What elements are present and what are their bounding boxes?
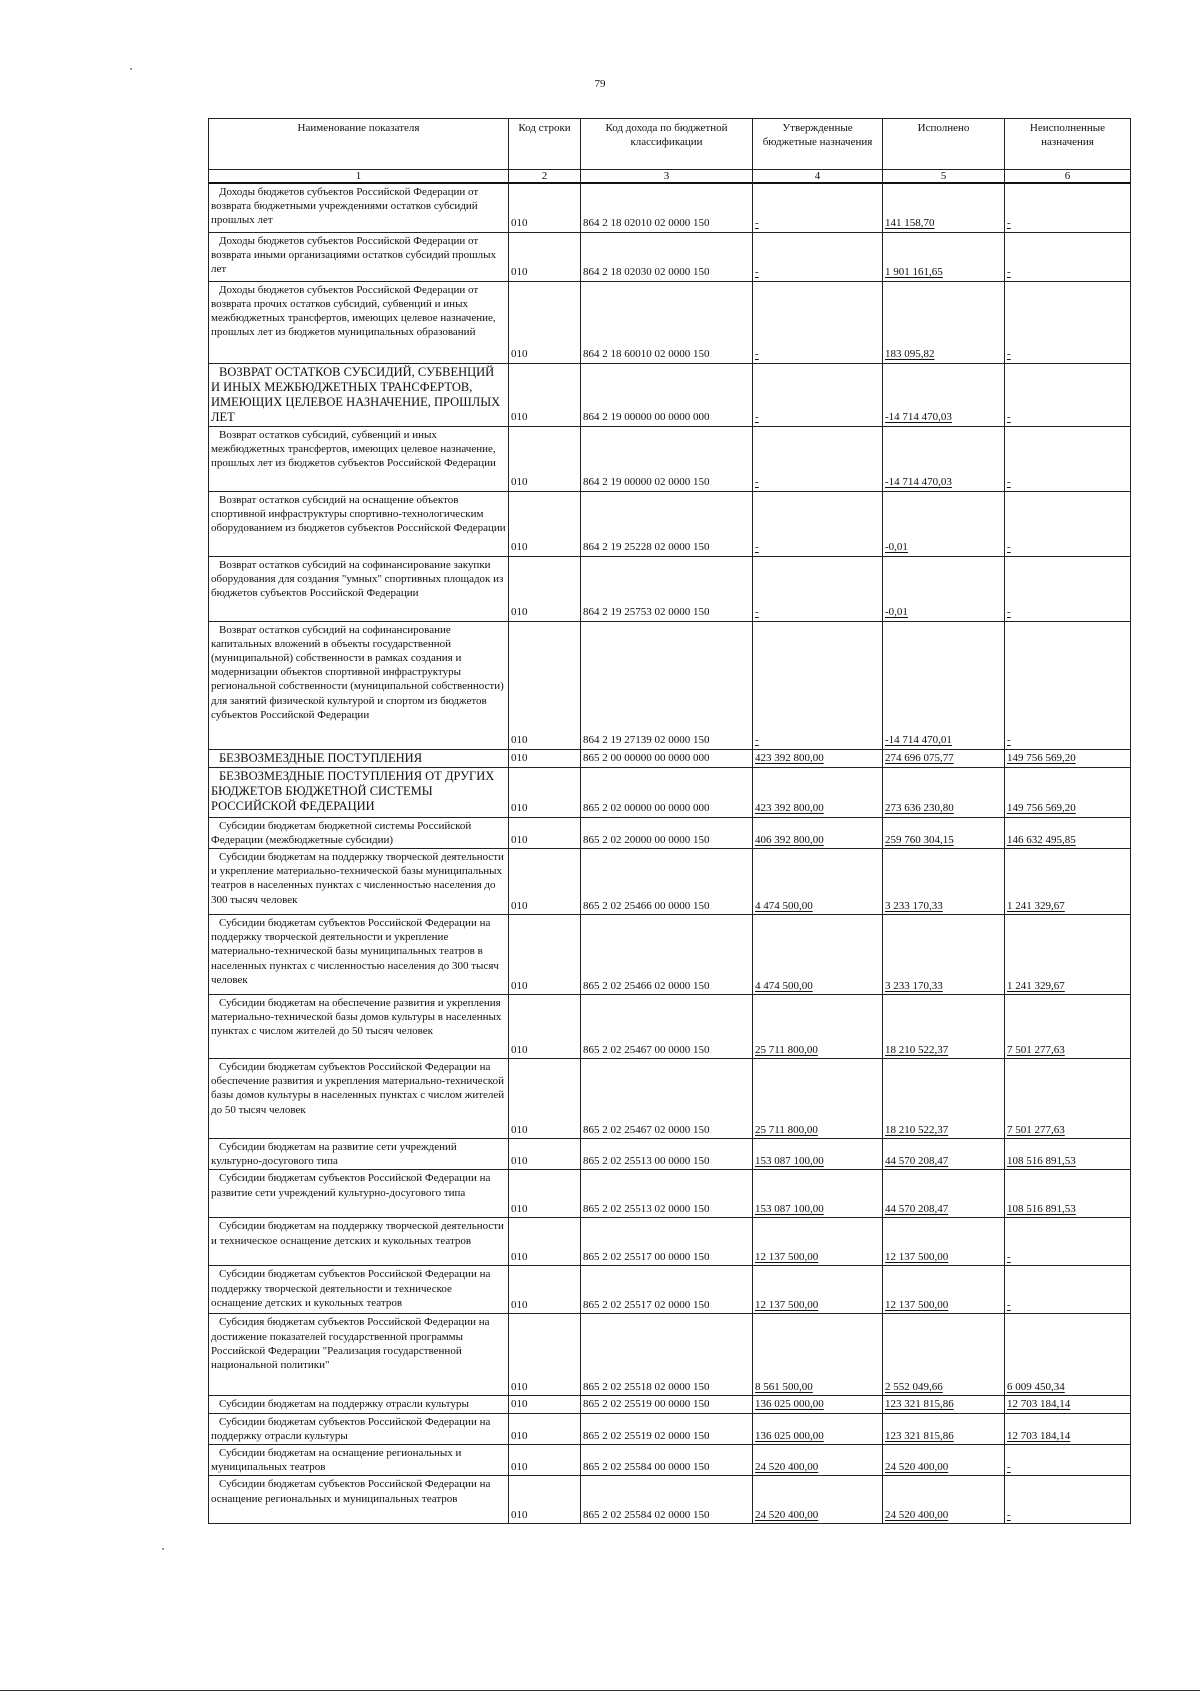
- table-row: [209, 363, 1131, 426]
- indicator-name-cell: Субсидии бюджетам на поддержку отрасли культуры: [209, 1396, 509, 1413]
- approved-amount-cell: 12 137 500,00: [753, 1218, 883, 1266]
- unexecuted-amount-cell: -: [1005, 1476, 1131, 1524]
- budget-code-cell: 865 2 02 25467 00 0000 150: [581, 994, 753, 1058]
- line-code-cell: 010: [509, 1444, 581, 1475]
- table-row: [209, 281, 1131, 363]
- budget-code-cell: 865 2 02 25467 02 0000 150: [581, 1058, 753, 1138]
- line-code-cell: 010: [509, 1058, 581, 1138]
- indicator-name-cell: Доходы бюджетов субъектов Российской Федерации от возврата прочих остатков субсидий, субвенций и иных межбюджетных трансфертов, имеющих целевое назначение, прошлых лет из бюджетов муниципальных образований: [209, 281, 509, 363]
- executed-amount-cell: 183 095,82: [883, 281, 1005, 363]
- line-code-cell: 010: [509, 556, 581, 621]
- approved-amount-cell: 153 087 100,00: [753, 1138, 883, 1169]
- table-row: [209, 1138, 1131, 1169]
- column-number: 1: [209, 170, 509, 184]
- line-code-cell: 010: [509, 426, 581, 491]
- table-row: [209, 994, 1131, 1058]
- approved-amount-cell: -: [753, 183, 883, 232]
- table-row: [209, 232, 1131, 281]
- table-row: [209, 426, 1131, 491]
- indicator-name-cell: Возврат остатков субсидий на софинансирование закупки оборудования для создания "умных" спортивных площадок из бюджетов субъектов Российской Федерации: [209, 556, 509, 621]
- line-code-cell: 010: [509, 491, 581, 556]
- table-row: [209, 767, 1131, 817]
- table-row: [209, 1396, 1131, 1413]
- approved-amount-cell: 24 520 400,00: [753, 1444, 883, 1475]
- indicator-name-cell: Субсидии бюджетам на обеспечение развития и укрепления материально-технической базы домов культуры в населенных пунктах с числом жителей до 50 тысяч человек: [209, 994, 509, 1058]
- executed-amount-cell: -14 714 470,01: [883, 621, 1005, 749]
- table-row: [209, 1476, 1131, 1524]
- indicator-name-cell: Субсидии бюджетам субъектов Российской Федерации на поддержку творческой деятельности и техническое оснащение детских и кукольных театров: [209, 1266, 509, 1314]
- table-row: [209, 1314, 1131, 1396]
- table-row: [209, 848, 1131, 914]
- executed-amount-cell: 18 210 522,37: [883, 1058, 1005, 1138]
- table-body: [209, 183, 1131, 1524]
- budget-code-cell: 865 2 02 20000 00 0000 150: [581, 817, 753, 848]
- line-code-cell: 010: [509, 621, 581, 749]
- budget-code-cell: 864 2 19 27139 02 0000 150: [581, 621, 753, 749]
- header-budget-classification-code: Код дохода по бюджетной классификации: [581, 119, 753, 170]
- budget-code-cell: 865 2 02 25517 02 0000 150: [581, 1266, 753, 1314]
- unexecuted-amount-cell: 149 756 569,20: [1005, 749, 1131, 767]
- unexecuted-amount-cell: -: [1005, 1444, 1131, 1475]
- approved-amount-cell: 423 392 800,00: [753, 767, 883, 817]
- indicator-name-cell: Возврат остатков субсидий на оснащение объектов спортивной инфраструктуры спортивно-технологическим оборудованием из бюджетов субъектов Российской Федерации: [209, 491, 509, 556]
- table-row: [209, 621, 1131, 749]
- indicator-name-cell: Доходы бюджетов субъектов Российской Федерации от возврата иными организациями остатков субсидий прошлых лет: [209, 232, 509, 281]
- budget-code-cell: 865 2 02 25513 00 0000 150: [581, 1138, 753, 1169]
- approved-amount-cell: -: [753, 621, 883, 749]
- page-bottom-rule: [0, 1690, 1200, 1691]
- budget-code-cell: 865 2 02 25584 02 0000 150: [581, 1476, 753, 1524]
- approved-amount-cell: 25 711 800,00: [753, 994, 883, 1058]
- column-number: 4: [753, 170, 883, 184]
- budget-code-cell: 864 2 19 00000 00 0000 000: [581, 363, 753, 426]
- unexecuted-amount-cell: -: [1005, 281, 1131, 363]
- budget-code-cell: 865 2 02 25466 02 0000 150: [581, 914, 753, 994]
- header-approved-assignments: Утвержденные бюджетные назначения: [753, 119, 883, 170]
- table-row: [209, 749, 1131, 767]
- indicator-name-cell: Субсидии бюджетам бюджетной системы Российской Федерации (межбюджетные субсидии): [209, 817, 509, 848]
- budget-code-cell: 865 2 02 25519 00 0000 150: [581, 1396, 753, 1413]
- executed-amount-cell: 3 233 170,33: [883, 848, 1005, 914]
- approved-amount-cell: 406 392 800,00: [753, 817, 883, 848]
- indicator-name-cell: Возврат остатков субсидий, субвенций и иных межбюджетных трансфертов, имеющих целевое назначение, прошлых лет из бюджетов субъектов Российской Федерации: [209, 426, 509, 491]
- unexecuted-amount-cell: 1 241 329,67: [1005, 848, 1131, 914]
- column-number: 5: [883, 170, 1005, 184]
- table-row: [209, 556, 1131, 621]
- line-code-cell: 010: [509, 1476, 581, 1524]
- approved-amount-cell: 24 520 400,00: [753, 1476, 883, 1524]
- unexecuted-amount-cell: 149 756 569,20: [1005, 767, 1131, 817]
- budget-code-cell: 865 2 02 25513 02 0000 150: [581, 1170, 753, 1218]
- header-indicator-name: Наименование показателя: [209, 119, 509, 170]
- budget-code-cell: 864 2 19 25753 02 0000 150: [581, 556, 753, 621]
- table-row: [209, 1413, 1131, 1444]
- indicator-name-cell: БЕЗВОЗМЕЗДНЫЕ ПОСТУПЛЕНИЯ: [209, 749, 509, 767]
- column-number: 2: [509, 170, 581, 184]
- line-code-cell: 010: [509, 994, 581, 1058]
- indicator-name-cell: Субсидии бюджетам на поддержку творческой деятельности и техническое оснащение детских и кукольных театров: [209, 1218, 509, 1266]
- unexecuted-amount-cell: 7 501 277,63: [1005, 994, 1131, 1058]
- line-code-cell: 010: [509, 1138, 581, 1169]
- executed-amount-cell: 274 696 075,77: [883, 749, 1005, 767]
- line-code-cell: 010: [509, 232, 581, 281]
- executed-amount-cell: -0,01: [883, 491, 1005, 556]
- scan-speck: [162, 1548, 164, 1550]
- table-row: [209, 817, 1131, 848]
- unexecuted-amount-cell: 6 009 450,34: [1005, 1314, 1131, 1396]
- unexecuted-amount-cell: -: [1005, 621, 1131, 749]
- unexecuted-amount-cell: -: [1005, 556, 1131, 621]
- indicator-name-cell: Субсидии бюджетам субъектов Российской Федерации на развитие сети учреждений культурно-досугового типа: [209, 1170, 509, 1218]
- budget-code-cell: 865 2 02 25517 00 0000 150: [581, 1218, 753, 1266]
- budget-code-cell: 864 2 19 25228 02 0000 150: [581, 491, 753, 556]
- header-unexecuted-assignments: Неисполненные назначения: [1005, 119, 1131, 170]
- approved-amount-cell: 4 474 500,00: [753, 914, 883, 994]
- approved-amount-cell: 4 474 500,00: [753, 848, 883, 914]
- indicator-name-cell: Возврат остатков субсидий на софинансирование капитальных вложений в объекты государственной (муниципальной) собственности в рамках создания и модернизации объектов спортивной инфраструктуры региональной собственности (муниципальной собственности) для занятий физической культурой и спортом из бюджетов субъектов Российской Федерации: [209, 621, 509, 749]
- executed-amount-cell: -0,01: [883, 556, 1005, 621]
- executed-amount-cell: 273 636 230,80: [883, 767, 1005, 817]
- approved-amount-cell: -: [753, 232, 883, 281]
- line-code-cell: 010: [509, 1413, 581, 1444]
- line-code-cell: 010: [509, 363, 581, 426]
- line-code-cell: 010: [509, 183, 581, 232]
- table-row: [209, 914, 1131, 994]
- approved-amount-cell: 153 087 100,00: [753, 1170, 883, 1218]
- line-code-cell: 010: [509, 817, 581, 848]
- line-code-cell: 010: [509, 1314, 581, 1396]
- unexecuted-amount-cell: -: [1005, 426, 1131, 491]
- table-row: [209, 1444, 1131, 1475]
- scan-speck: [130, 68, 132, 70]
- executed-amount-cell: 259 760 304,15: [883, 817, 1005, 848]
- line-code-cell: 010: [509, 281, 581, 363]
- unexecuted-amount-cell: 1 241 329,67: [1005, 914, 1131, 994]
- indicator-name-cell: Субсидия бюджетам субъектов Российской Федерации на достижение показателей государственной программы Российской Федерации "Реализация государственной национальной политики": [209, 1314, 509, 1396]
- indicator-name-cell: Субсидии бюджетам субъектов Российской Федерации на обеспечение развития и укрепления материально-технической базы домов культуры в населенных пунктах с числом жителей до 50 тысяч человек: [209, 1058, 509, 1138]
- indicator-name-cell: Субсидии бюджетам субъектов Российской Федерации на оснащение региональных и муниципальных театров: [209, 1476, 509, 1524]
- executed-amount-cell: 12 137 500,00: [883, 1266, 1005, 1314]
- approved-amount-cell: 8 561 500,00: [753, 1314, 883, 1396]
- executed-amount-cell: 18 210 522,37: [883, 994, 1005, 1058]
- unexecuted-amount-cell: -: [1005, 183, 1131, 232]
- unexecuted-amount-cell: -: [1005, 232, 1131, 281]
- unexecuted-amount-cell: 7 501 277,63: [1005, 1058, 1131, 1138]
- approved-amount-cell: -: [753, 363, 883, 426]
- line-code-cell: 010: [509, 1266, 581, 1314]
- indicator-name-cell: Субсидии бюджетам субъектов Российской Федерации на поддержку отрасли культуры: [209, 1413, 509, 1444]
- approved-amount-cell: 136 025 000,00: [753, 1413, 883, 1444]
- executed-amount-cell: 44 570 208,47: [883, 1170, 1005, 1218]
- approved-amount-cell: -: [753, 556, 883, 621]
- line-code-cell: 010: [509, 767, 581, 817]
- line-code-cell: 010: [509, 914, 581, 994]
- executed-amount-cell: 3 233 170,33: [883, 914, 1005, 994]
- unexecuted-amount-cell: 146 632 495,85: [1005, 817, 1131, 848]
- table-row: [209, 491, 1131, 556]
- line-code-cell: 010: [509, 1218, 581, 1266]
- budget-code-cell: 865 2 02 25519 02 0000 150: [581, 1413, 753, 1444]
- unexecuted-amount-cell: -: [1005, 1218, 1131, 1266]
- indicator-name-cell: Субсидии бюджетам на поддержку творческой деятельности и укрепление материально-технической базы муниципальных театров в населенных пунктах с численностью населения до 300 тысяч человек: [209, 848, 509, 914]
- budget-code-cell: 865 2 00 00000 00 0000 000: [581, 749, 753, 767]
- budget-code-cell: 865 2 02 25466 00 0000 150: [581, 848, 753, 914]
- unexecuted-amount-cell: -: [1005, 491, 1131, 556]
- unexecuted-amount-cell: -: [1005, 1266, 1131, 1314]
- approved-amount-cell: -: [753, 281, 883, 363]
- budget-code-cell: 864 2 19 00000 02 0000 150: [581, 426, 753, 491]
- indicator-name-cell: Субсидии бюджетам на оснащение региональных и муниципальных театров: [209, 1444, 509, 1475]
- line-code-cell: 010: [509, 848, 581, 914]
- indicator-name-cell: Доходы бюджетов субъектов Российской Федерации от возврата бюджетными учреждениями остатков субсидий прошлых лет: [209, 183, 509, 232]
- table-header: [209, 119, 1131, 184]
- unexecuted-amount-cell: 12 703 184,14: [1005, 1396, 1131, 1413]
- budget-code-cell: 864 2 18 02010 02 0000 150: [581, 183, 753, 232]
- column-number: 3: [581, 170, 753, 184]
- executed-amount-cell: 141 158,70: [883, 183, 1005, 232]
- table-row: [209, 1058, 1131, 1138]
- approved-amount-cell: -: [753, 426, 883, 491]
- indicator-name-cell: Субсидии бюджетам на развитие сети учреждений культурно-досугового типа: [209, 1138, 509, 1169]
- executed-amount-cell: 123 321 815,86: [883, 1413, 1005, 1444]
- table-row: [209, 1266, 1131, 1314]
- executed-amount-cell: 1 901 161,65: [883, 232, 1005, 281]
- budget-code-cell: 865 2 02 25584 00 0000 150: [581, 1444, 753, 1475]
- executed-amount-cell: 44 570 208,47: [883, 1138, 1005, 1169]
- unexecuted-amount-cell: 108 516 891,53: [1005, 1170, 1131, 1218]
- executed-amount-cell: 123 321 815,86: [883, 1396, 1005, 1413]
- line-code-cell: 010: [509, 749, 581, 767]
- approved-amount-cell: 423 392 800,00: [753, 749, 883, 767]
- line-code-cell: 010: [509, 1170, 581, 1218]
- revenue-report-table: [208, 118, 1131, 1524]
- header-line-code: Код строки: [509, 119, 581, 170]
- executed-amount-cell: -14 714 470,03: [883, 426, 1005, 491]
- budget-code-cell: 864 2 18 02030 02 0000 150: [581, 232, 753, 281]
- executed-amount-cell: 2 552 049,66: [883, 1314, 1005, 1396]
- executed-amount-cell: 12 137 500,00: [883, 1218, 1005, 1266]
- table-row: [209, 1170, 1131, 1218]
- approved-amount-cell: -: [753, 491, 883, 556]
- line-code-cell: 010: [509, 1396, 581, 1413]
- approved-amount-cell: 12 137 500,00: [753, 1266, 883, 1314]
- header-executed: Исполнено: [883, 119, 1005, 170]
- unexecuted-amount-cell: 12 703 184,14: [1005, 1413, 1131, 1444]
- executed-amount-cell: -14 714 470,03: [883, 363, 1005, 426]
- indicator-name-cell: ВОЗВРАТ ОСТАТКОВ СУБСИДИЙ, СУБВЕНЦИЙ И ИНЫХ МЕЖБЮДЖЕТНЫХ ТРАНСФЕРТОВ, ИМЕЮЩИХ ЦЕЛЕВОЕ НАЗНАЧЕНИЕ, ПРОШЛЫХ ЛЕТ: [209, 363, 509, 426]
- budget-code-cell: 864 2 18 60010 02 0000 150: [581, 281, 753, 363]
- executed-amount-cell: 24 520 400,00: [883, 1444, 1005, 1475]
- table-row: [209, 1218, 1131, 1266]
- unexecuted-amount-cell: -: [1005, 363, 1131, 426]
- page-number: 79: [594, 78, 606, 90]
- table-row: [209, 183, 1131, 232]
- executed-amount-cell: 24 520 400,00: [883, 1476, 1005, 1524]
- budget-code-cell: 865 2 02 25518 02 0000 150: [581, 1314, 753, 1396]
- column-number: 6: [1005, 170, 1131, 184]
- approved-amount-cell: 25 711 800,00: [753, 1058, 883, 1138]
- indicator-name-cell: Субсидии бюджетам субъектов Российской Федерации на поддержку творческой деятельности и укрепление материально-технической базы муниципальных театров в населенных пунктах с численностью населения до 300 тысяч человек: [209, 914, 509, 994]
- budget-code-cell: 865 2 02 00000 00 0000 000: [581, 767, 753, 817]
- approved-amount-cell: 136 025 000,00: [753, 1396, 883, 1413]
- indicator-name-cell: БЕЗВОЗМЕЗДНЫЕ ПОСТУПЛЕНИЯ ОТ ДРУГИХ БЮДЖЕТОВ БЮДЖЕТНОЙ СИСТЕМЫ РОССИЙСКОЙ ФЕДЕРАЦИИ: [209, 767, 509, 817]
- unexecuted-amount-cell: 108 516 891,53: [1005, 1138, 1131, 1169]
